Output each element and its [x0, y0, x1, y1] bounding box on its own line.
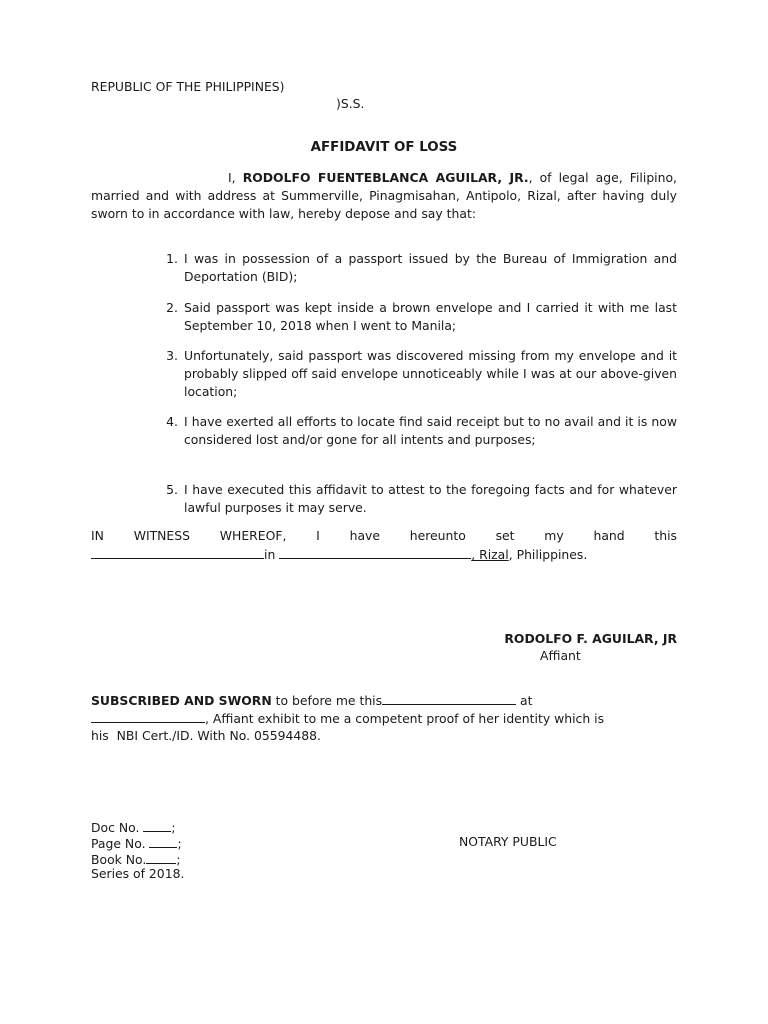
subscribed-text-1: to before me this	[271, 693, 383, 708]
list-item	[156, 413, 677, 471]
item-number: 2.	[166, 300, 178, 315]
sworn-date-blank	[382, 691, 516, 705]
book-semicolon: ;	[176, 852, 181, 867]
affiant-full-name: RODOLFO FUENTEBLANCA AGUILAR, JR.	[242, 170, 529, 185]
republic-line: REPUBLIC OF THE PHILIPPINES)	[91, 79, 285, 94]
sworn-place-blank	[91, 709, 205, 723]
list-item	[156, 347, 677, 405]
list-item	[156, 481, 677, 521]
notary-public-label: NOTARY PUBLIC	[459, 834, 557, 849]
ss-line: )S.S.	[336, 96, 365, 111]
doc-semicolon: ;	[171, 820, 176, 835]
subscribed-line-3: his NBI Cert./ID. With No. 05594488.	[91, 728, 321, 743]
affiant-signature-name: RODOLFO F. AGUILAR, JR	[504, 631, 677, 646]
doc-label: Doc No.	[91, 820, 140, 835]
witness-place: , Rizal	[471, 547, 509, 562]
list-item	[156, 250, 677, 290]
subscribed-lead: SUBSCRIBED AND SWORN	[91, 693, 272, 708]
item-text: Unfortunately, said passport was discovered missing from my envelope and it probably slipped off said envelope unnoticeably while I was at our above-given location;	[184, 348, 677, 400]
witness-line-2	[91, 545, 587, 564]
subscribed-line-1	[91, 691, 532, 710]
intro-paragraph	[91, 169, 677, 224]
page-label: Page No.	[91, 836, 146, 851]
list-item	[156, 299, 677, 339]
item-number: 3.	[166, 348, 178, 363]
book-blank	[146, 850, 176, 864]
item-text: I was in possession of a passport issued by the Bureau of Immigration and Deportation (BID);	[184, 251, 677, 285]
affiant-label: Affiant	[540, 648, 581, 663]
date-blank	[91, 545, 264, 559]
intro-post: , of legal age, Filipino, married and with address at Summerville, Pinagmisahan, Antipolo, Rizal, after having duly sworn to in accordance with law, hereby depose and say that:	[91, 170, 677, 222]
subscribed-line-2	[91, 709, 677, 728]
item-text: I have exerted all efforts to locate find said receipt but to no avail and it is now considered lost and/or gone for all intents and purposes;	[184, 414, 677, 448]
intro-pre: I,	[228, 170, 243, 185]
item-text: Said passport was kept inside a brown envelope and I carried it with me last September 10, 2018 when I went to Manila;	[184, 300, 677, 334]
page-title: AFFIDAVIT OF LOSS	[310, 140, 458, 155]
place-blank	[279, 545, 471, 559]
item-text: I have executed this affidavit to attest to the foregoing facts and for whatever lawful purposes it may serve.	[184, 482, 677, 516]
item-number: 1.	[166, 251, 178, 266]
doc-blank	[143, 818, 171, 832]
page-blank	[149, 834, 177, 848]
subscribed-text-2: , Affiant exhibit to me a competent proof of her identity which is	[205, 711, 605, 726]
page-semicolon: ;	[177, 836, 182, 851]
item-number: 4.	[166, 414, 178, 429]
witness-line-1: IN WITNESS WHEREOF, I have hereunto set my hand this	[91, 528, 677, 543]
series-line: Series of 2018.	[91, 866, 185, 881]
witness-country: , Philippines.	[508, 547, 588, 562]
subscribed-at: at	[516, 693, 533, 708]
book-label: Book No.	[91, 852, 147, 867]
witness-in: in	[264, 547, 276, 562]
item-number: 5.	[166, 482, 178, 497]
